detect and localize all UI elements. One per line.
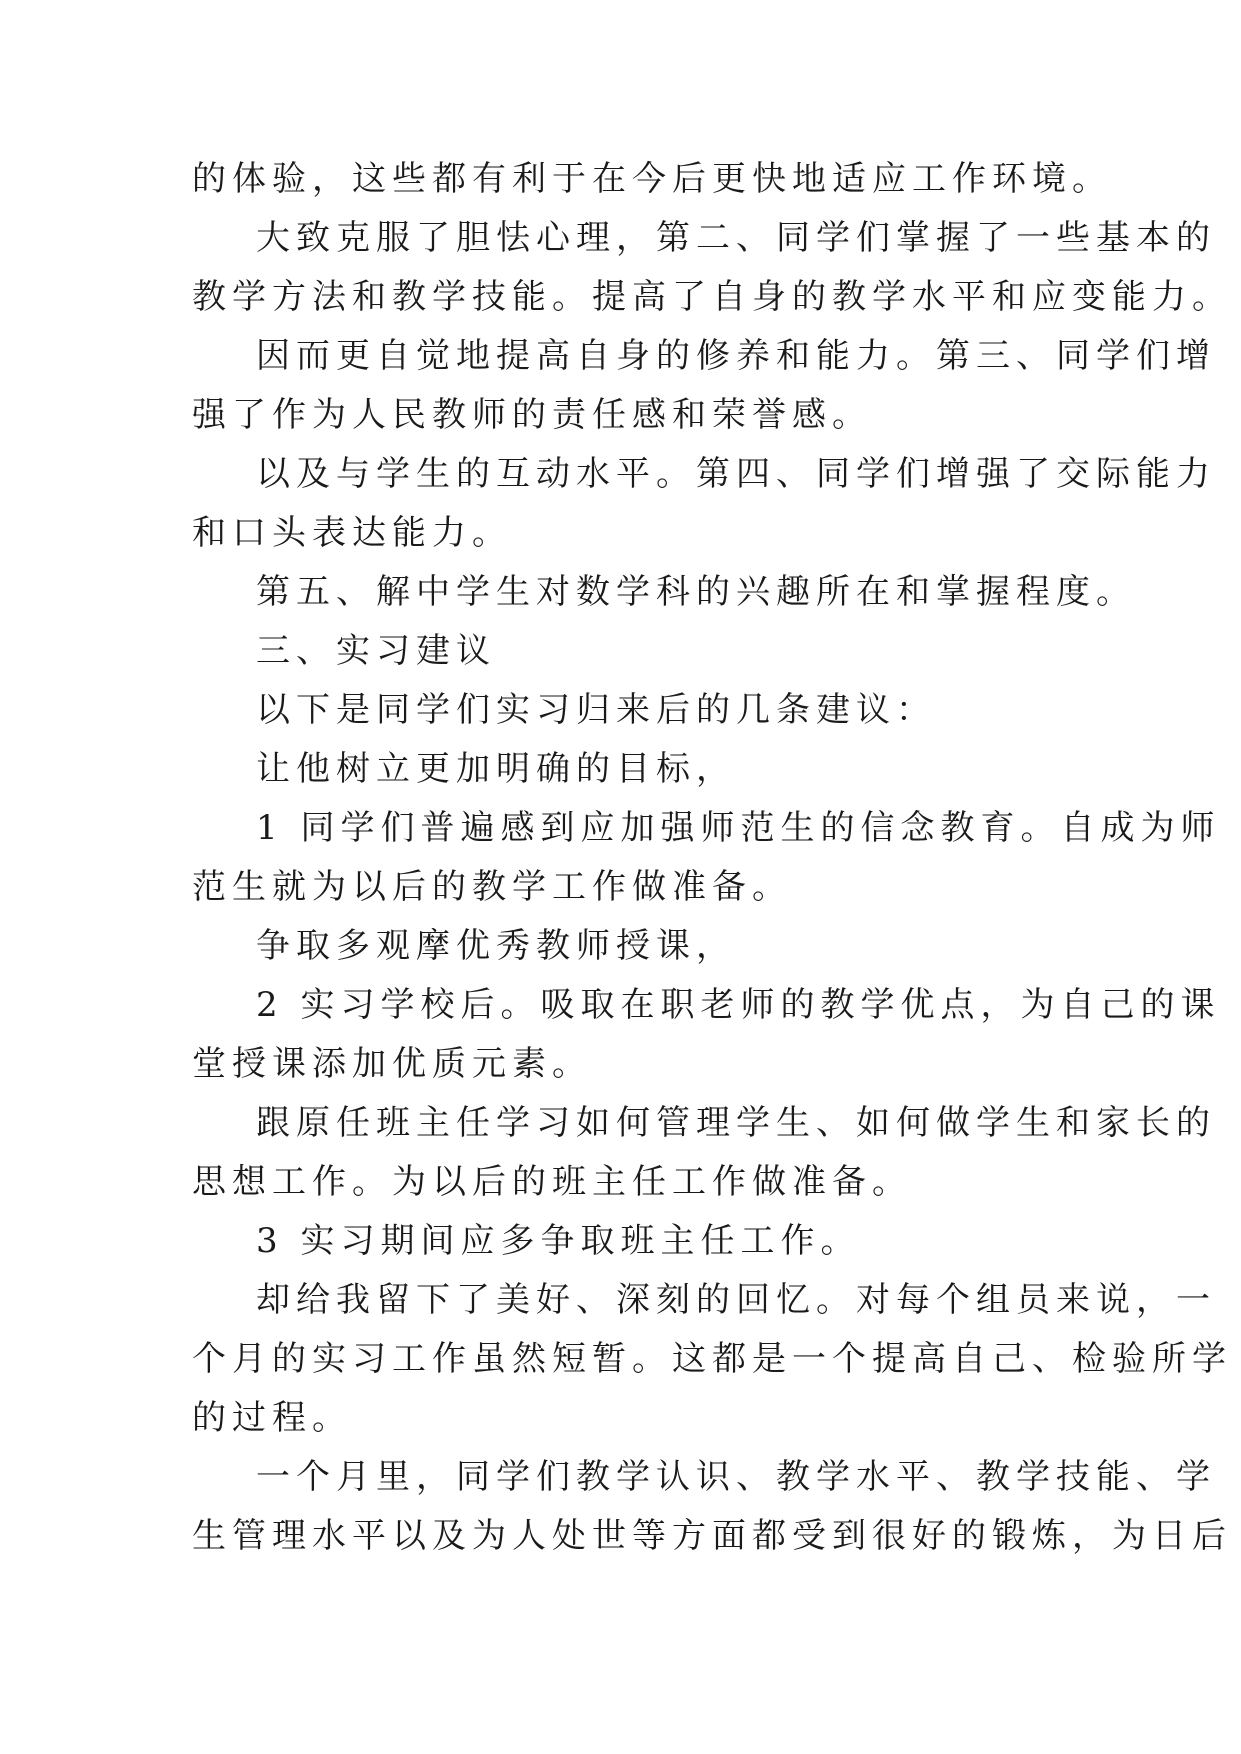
text-line: 的过程。	[192, 1398, 352, 1438]
text-line: 范生就为以后的教学工作做准备。	[192, 867, 792, 907]
text-line: 一个月里，同学们教学认识、教学水平、教学技能、学	[256, 1457, 1216, 1497]
text-line: 跟原任班主任学习如何管理学生、如何做学生和家长的	[256, 1103, 1216, 1143]
text-line: 教学方法和教学技能。提高了自身的教学水平和应变能力。	[192, 277, 1232, 317]
text-line: 的体验，这些都有利于在今后更快地适应工作环境。	[192, 159, 1112, 199]
text-line: 堂授课添加优质元素。	[192, 1044, 592, 1084]
text-line: 第五、解中学生对数学科的兴趣所在和掌握程度。	[256, 572, 1136, 612]
text-line: 1 同学们普遍感到应加强师范生的信念教育。自成为师	[256, 808, 1221, 848]
text-line: 大致克服了胆怯心理，第二、同学们掌握了一些基本的	[256, 218, 1216, 258]
text-line: 思想工作。为以后的班主任工作做准备。	[192, 1162, 912, 1202]
text-line: 让他树立更加明确的目标，	[256, 749, 736, 789]
text-line: 以及与学生的互动水平。第四、同学们增强了交际能力	[256, 454, 1216, 494]
text-line: 3 实习期间应多争取班主任工作。	[256, 1221, 861, 1261]
text-line: 因而更自觉地提高自身的修养和能力。第三、同学们增	[256, 336, 1216, 376]
section-heading: 三、实习建议	[256, 631, 496, 671]
text-line: 生管理水平以及为人处世等方面都受到很好的锻炼，为日后	[192, 1516, 1232, 1556]
text-line: 强了作为人民教师的责任感和荣誉感。	[192, 395, 872, 435]
text-line: 却给我留下了美好、深刻的回忆。对每个组员来说，一	[256, 1280, 1216, 1320]
text-line: 个月的实习工作虽然短暂。这都是一个提高自己、检验所学	[192, 1339, 1232, 1379]
text-line: 和口头表达能力。	[192, 513, 512, 553]
body-text	[192, 150, 1232, 1566]
text-line: 以下是同学们实习归来后的几条建议：	[256, 690, 936, 730]
text-line: 2 实习学校后。吸取在职老师的教学优点，为自己的课	[256, 985, 1221, 1025]
text-line: 争取多观摩优秀教师授课，	[256, 926, 736, 966]
